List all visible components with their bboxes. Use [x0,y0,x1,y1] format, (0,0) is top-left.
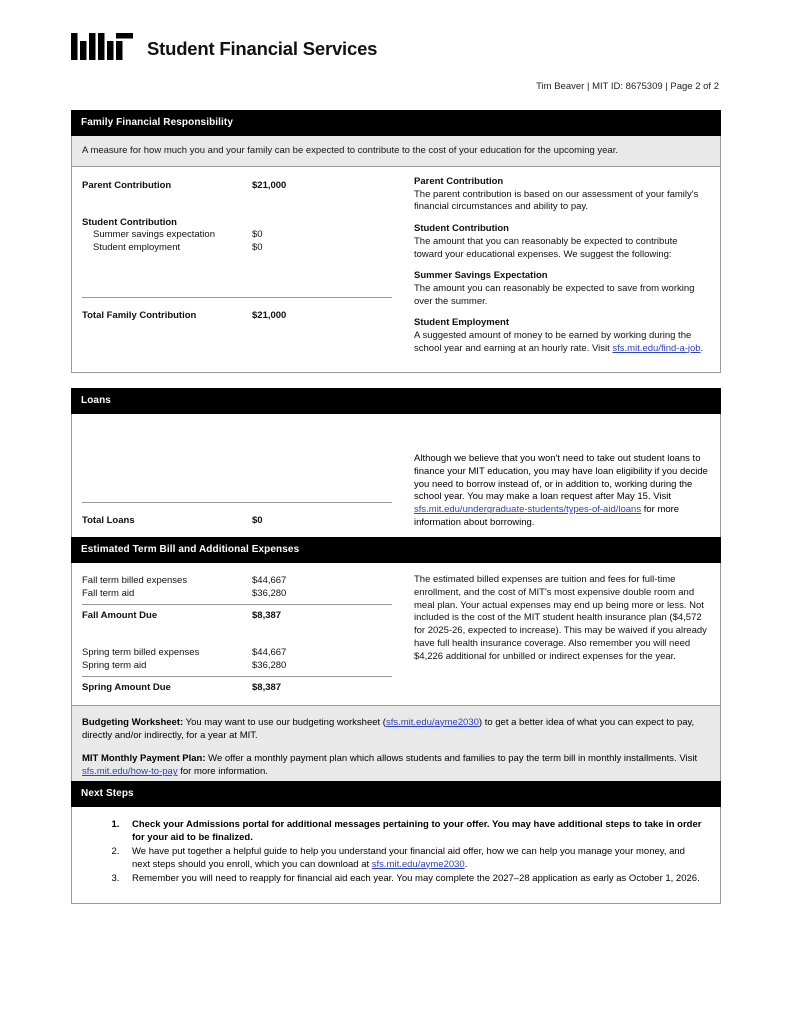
student-contribution-value [252,217,392,230]
loans-note-column [402,414,720,538]
total-family-contribution-value: $21,000 [252,309,287,321]
student-employment-row [82,242,392,255]
note-text-student-employment-after: . [700,342,704,354]
section-body-family [71,136,721,373]
loans-total-divider [82,502,392,503]
fall-amount-due-value: $8,387 [252,610,282,622]
spring-term-aid-label: Spring term aid [82,659,147,671]
family-summary-band: A measure for how much you and your family can be expected to contribute to the cost of your education for the upcoming year. [72,136,720,167]
student-employment-label: Student employment [93,241,181,253]
ayme2030-guide-link[interactable]: sfs.mit.edu/ayme2030 [371,858,465,870]
section-header-family: Family Financial Responsibility [71,110,721,136]
payment-plan-before: We offer a monthly payment plan which allows students and families to pay the term bill in monthly installments. Visit [205,753,698,765]
spacer [82,508,392,515]
spring-billed-expenses-row [82,647,392,660]
fall-due-divider [82,604,392,605]
term-bill-amounts-column [72,563,402,705]
mit-logo-icon [71,33,133,65]
student-employment-value: $0 [252,241,263,253]
student-identity-line: Tim Beaver | MIT ID: 8675309 | Page 2 of 2 [536,81,719,92]
loans-amounts-column [72,414,402,538]
next-steps-list [82,819,710,886]
spring-due-divider [82,676,392,677]
fall-billed-expenses-row [82,575,392,588]
total-divider [82,297,392,298]
parent-contribution-label: Parent Contribution [82,180,172,191]
next-step-2-before: We have put together a helpful guide to help you understand your financial aid offer, how we can help you manage your money, and next steps should you enroll, which you can download at [132,845,685,870]
payment-plan-heading: MIT Monthly Payment Plan: [82,753,206,765]
spring-term-aid-row [82,660,392,673]
fall-billed-expenses-label: Fall term billed expenses [82,575,188,586]
total-loans-label: Total Loans [82,515,135,527]
note-heading-summer-savings: Summer Savings Expectation [414,270,548,282]
find-a-job-link[interactable]: sfs.mit.edu/find-a-job [612,342,701,354]
budgeting-worksheet-heading: Budgeting Worksheet: [82,716,184,728]
spacer [82,193,392,217]
loans-columns [72,414,720,538]
note-text-student-contribution: The amount that you can reasonably be expected to contribute toward your educational expenses. We suggest the following: [414,235,678,260]
next-step-item [122,819,702,845]
spacer [82,623,392,647]
parent-contribution-row [82,180,392,193]
note-text-student-employment [414,330,708,355]
total-family-contribution-row [82,310,392,323]
fall-term-aid-label: Fall term aid [82,587,135,599]
budgeting-worksheet-link[interactable]: sfs.mit.edu/ayme2030 [385,716,479,728]
total-loans-value: $0 [252,515,263,527]
section-family-financial-responsibility [71,110,721,373]
next-step-2-after: . [464,858,468,870]
masthead [71,33,377,65]
how-to-pay-link[interactable]: sfs.mit.edu/how-to-pay [82,766,178,778]
family-columns [72,167,720,372]
section-header-loans: Loans [71,388,721,414]
spring-billed-expenses-value: $44,667 [252,646,287,658]
fall-amount-due-label: Fall Amount Due [82,610,158,622]
section-body-next-steps [71,807,721,904]
spring-amount-due-label: Spring Amount Due [82,682,171,694]
spring-amount-due-row [82,682,392,695]
note-heading-student-employment: Student Employment [414,317,510,329]
note-heading-student-contribution: Student Contribution [414,223,509,235]
summer-savings-value: $0 [252,229,263,241]
note-text-summer-savings: The amount you can reasonably be expected to save from working over the summer. [414,282,695,307]
payment-plan-after: for more information. [177,766,268,778]
spring-term-aid-value: $36,280 [252,659,287,671]
next-step-1-text: Check your Admissions portal for additional messages pertaining to your offer. You may have additional steps to take in order for your aid to be finalized. [132,819,702,843]
spacer [82,279,392,293]
masthead-title: Student Financial Services [147,38,378,59]
note-heading-parent-contribution: Parent Contribution [414,176,504,187]
section-estimated-term-bill [71,537,721,792]
budgeting-worksheet-paragraph [82,717,710,743]
next-step-3-text: Remember you will need to reapply for financial aid each year. You may complete the 2027–28 application as early as October 1, 2026. [132,872,700,884]
note-text-student-employment-before: A suggested amount of money to be earned by working during the school year and earning at an hourly rate. Visit [414,330,692,354]
budgeting-worksheet-before: You may want to use our budgeting worksheet ( [183,716,386,728]
budgeting-and-payment-box [72,705,720,791]
spring-amount-due-value: $8,387 [252,682,282,694]
student-contribution-label: Student Contribution [82,216,177,228]
fall-term-aid-value: $36,280 [252,587,287,599]
student-contribution-heading-row [82,217,392,230]
term-bill-columns [72,563,720,705]
next-step-item [122,846,702,872]
section-loans [71,388,721,539]
fall-amount-due-row [82,610,392,623]
loans-types-of-aid-link[interactable]: sfs.mit.edu/undergraduate-students/types-of-aid/loans [414,504,642,516]
total-loans-row [82,515,392,528]
section-header-term-bill: Estimated Term Bill and Additional Expenses [71,537,721,563]
loans-note-after: for more information about borrowing. [414,504,680,529]
summer-savings-label: Summer savings expectation [93,229,215,241]
next-step-item [122,873,702,886]
spacer [82,303,392,310]
section-header-next-steps: Next Steps [71,781,721,807]
fall-billed-expenses-value: $44,667 [252,575,287,586]
total-family-contribution-label: Total Family Contribution [82,309,197,321]
term-bill-note-column: The estimated billed expenses are tuition and fees for full-time enrollment, and the cost of MIT's most expensive double room and meal plan. Your actual expenses may end up being more or less. Not included is the cost of the MIT student health insurance plan ($4,572 for 2025-26, expected to increase). This may be waived if you already have full health insurance coverage. Also remember you will need $4,226 additional for unbilled or indirect expenses for the year. [414,574,707,662]
spacer [82,255,392,279]
parent-contribution-value: $21,000 [252,180,287,191]
summer-savings-row [82,229,392,242]
payment-plan-paragraph [82,753,710,779]
section-next-steps [71,781,721,904]
family-amounts-column [72,167,402,372]
fall-term-aid-row [82,588,392,601]
section-body-loans [71,414,721,539]
loans-note-before: Although we believe that you won't need to take out student loans to finance your MIT education, you may have loan eligibility if you decide you need to borrow instead of, or in addition to, working during the school year. You may make a loan request after May 15. Visit [414,453,708,503]
section-body-term-bill [71,563,721,792]
budgeting-worksheet-after: ) to get a better idea of what you can expect to pay, directly and/or indirectly, for a year at MIT. [82,716,695,741]
family-notes-column [402,167,720,372]
note-text-parent-contribution: The parent contribution is based on our assessment of your family's financial circumstances and ability to pay. [414,188,699,213]
spring-billed-expenses-label: Spring term billed expenses [82,646,200,658]
